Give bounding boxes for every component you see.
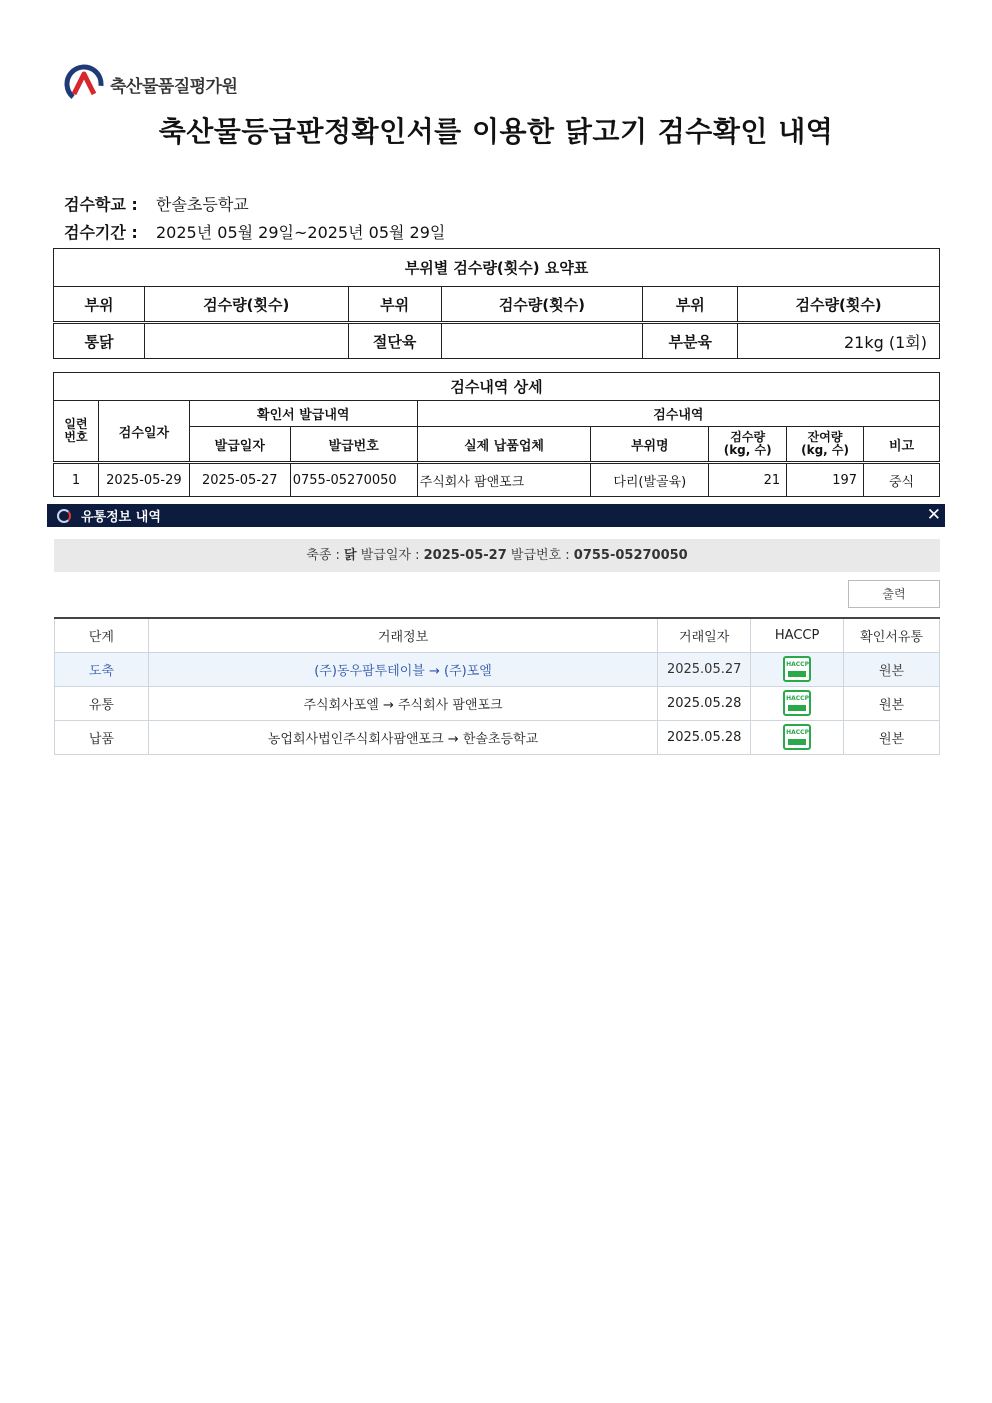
detail-table <box>53 372 940 497</box>
dist-header-date: 거래일자 <box>658 618 751 652</box>
info-species: 닭 <box>344 548 357 563</box>
haccp-icon[interactable] <box>783 690 811 716</box>
dist-header-cert: 확인서유통 <box>844 618 940 652</box>
table-row[interactable] <box>55 686 940 720</box>
dist-cert: 원본 <box>844 652 940 686</box>
detail-header-part: 부위명 <box>591 427 709 463</box>
dist-stage: 도축 <box>55 652 149 686</box>
table-row <box>54 463 940 497</box>
summary-part: 통닭 <box>54 323 145 359</box>
detail-header-date: 검수일자 <box>98 401 189 463</box>
distribution-info <box>54 539 940 572</box>
detail-supplier: 주식회사 팜앤포크 <box>417 463 591 497</box>
print-button[interactable]: 출력 <box>848 580 940 608</box>
info-issue-date: 2025-05-27 <box>423 548 507 563</box>
table-row[interactable] <box>55 720 940 754</box>
distribution-title: 유통정보 내역 <box>81 510 161 525</box>
dist-cert: 원본 <box>844 686 940 720</box>
summary-part: 절단육 <box>348 323 441 359</box>
summary-header: 검수량(횟수) <box>144 287 348 323</box>
detail-header-cert-group: 확인서 발급내역 <box>189 401 417 427</box>
detail-caption: 검수내역 상세 <box>54 373 940 401</box>
org-name: 축산물품질평가원 <box>110 76 238 97</box>
dist-haccp <box>751 720 844 754</box>
summary-part: 부분육 <box>643 323 738 359</box>
detail-remain: 197 <box>787 463 864 497</box>
detail-header-note: 비고 <box>864 427 940 463</box>
dist-info: 주식회사포엘 → 주식회사 팜앤포크 <box>148 686 657 720</box>
circle-logo-icon <box>57 509 71 523</box>
info-no: 0755-05270050 <box>573 548 688 563</box>
table-row[interactable] <box>55 652 940 686</box>
detail-part: 다리(발골육) <box>591 463 709 497</box>
detail-header-inspect-group: 검수내역 <box>417 401 939 427</box>
haccp-icon[interactable] <box>783 724 811 750</box>
period-value: 2025년 05월 29일~2025년 05월 29일 <box>156 223 446 242</box>
dist-haccp <box>751 652 844 686</box>
summary-header: 검수량(횟수) <box>738 287 940 323</box>
dist-haccp <box>751 686 844 720</box>
document-title: 축산물등급판정확인서를 이용한 닭고기 검수확인 내역 <box>158 115 834 148</box>
detail-header-issue-date: 발급일자 <box>189 427 290 463</box>
haccp-icon[interactable] <box>783 656 811 682</box>
dist-date: 2025.05.28 <box>658 686 751 720</box>
detail-header-issue-no: 발급번호 <box>290 427 417 463</box>
detail-header-remain: 잔여량 (kg, 수) <box>787 427 864 463</box>
dist-info: (주)동우팜투테이블 → (주)포엘 <box>148 652 657 686</box>
dist-info: 농업회사법인주식회사팜앤포크 → 한솔초등학교 <box>148 720 657 754</box>
summary-header: 부위 <box>348 287 441 323</box>
detail-header-supplier: 실제 납품업체 <box>417 427 591 463</box>
info-species-label: 축종 : <box>306 548 345 563</box>
detail-date: 2025-05-29 <box>98 463 189 497</box>
dist-cert: 원본 <box>844 720 940 754</box>
dist-header-info: 거래정보 <box>148 618 657 652</box>
org-logo-mark-icon <box>64 64 104 104</box>
dist-header-haccp: HACCP <box>751 618 844 652</box>
summary-qty <box>144 323 348 359</box>
detail-issue-no: 0755-05270050 <box>290 463 417 497</box>
summary-header: 부위 <box>54 287 145 323</box>
summary-header: 검수량(횟수) <box>441 287 643 323</box>
dist-stage: 유통 <box>55 686 149 720</box>
school-row <box>64 192 249 215</box>
school-value: 한솔초등학교 <box>156 195 249 214</box>
period-label: 검수기간 : <box>64 223 138 242</box>
info-no-label: 발급번호 : <box>506 548 574 563</box>
detail-header-serial: 일련 번호 <box>54 401 99 463</box>
distribution-table <box>54 617 940 755</box>
summary-qty <box>441 323 643 359</box>
summary-caption: 부위별 검수량(횟수) 요약표 <box>54 249 940 287</box>
dist-header-stage: 단계 <box>55 618 149 652</box>
school-label: 검수학교 : <box>64 195 138 214</box>
org-logo <box>64 64 237 104</box>
detail-note: 중식 <box>864 463 940 497</box>
detail-qty: 21 <box>709 463 787 497</box>
summary-header: 부위 <box>643 287 738 323</box>
summary-qty: 21kg (1회) <box>738 323 940 359</box>
close-icon[interactable]: ✕ <box>926 505 941 525</box>
dist-date: 2025.05.28 <box>658 720 751 754</box>
dist-stage: 납품 <box>55 720 149 754</box>
detail-serial: 1 <box>54 463 99 497</box>
detail-header-qty: 검수량 (kg, 수) <box>709 427 787 463</box>
dist-date: 2025.05.27 <box>658 652 751 686</box>
period-row <box>64 220 445 243</box>
summary-table <box>53 248 940 359</box>
detail-issue-date: 2025-05-27 <box>189 463 290 497</box>
info-issue-label: 발급일자 : <box>356 548 424 563</box>
distribution-title-bar <box>47 504 945 527</box>
